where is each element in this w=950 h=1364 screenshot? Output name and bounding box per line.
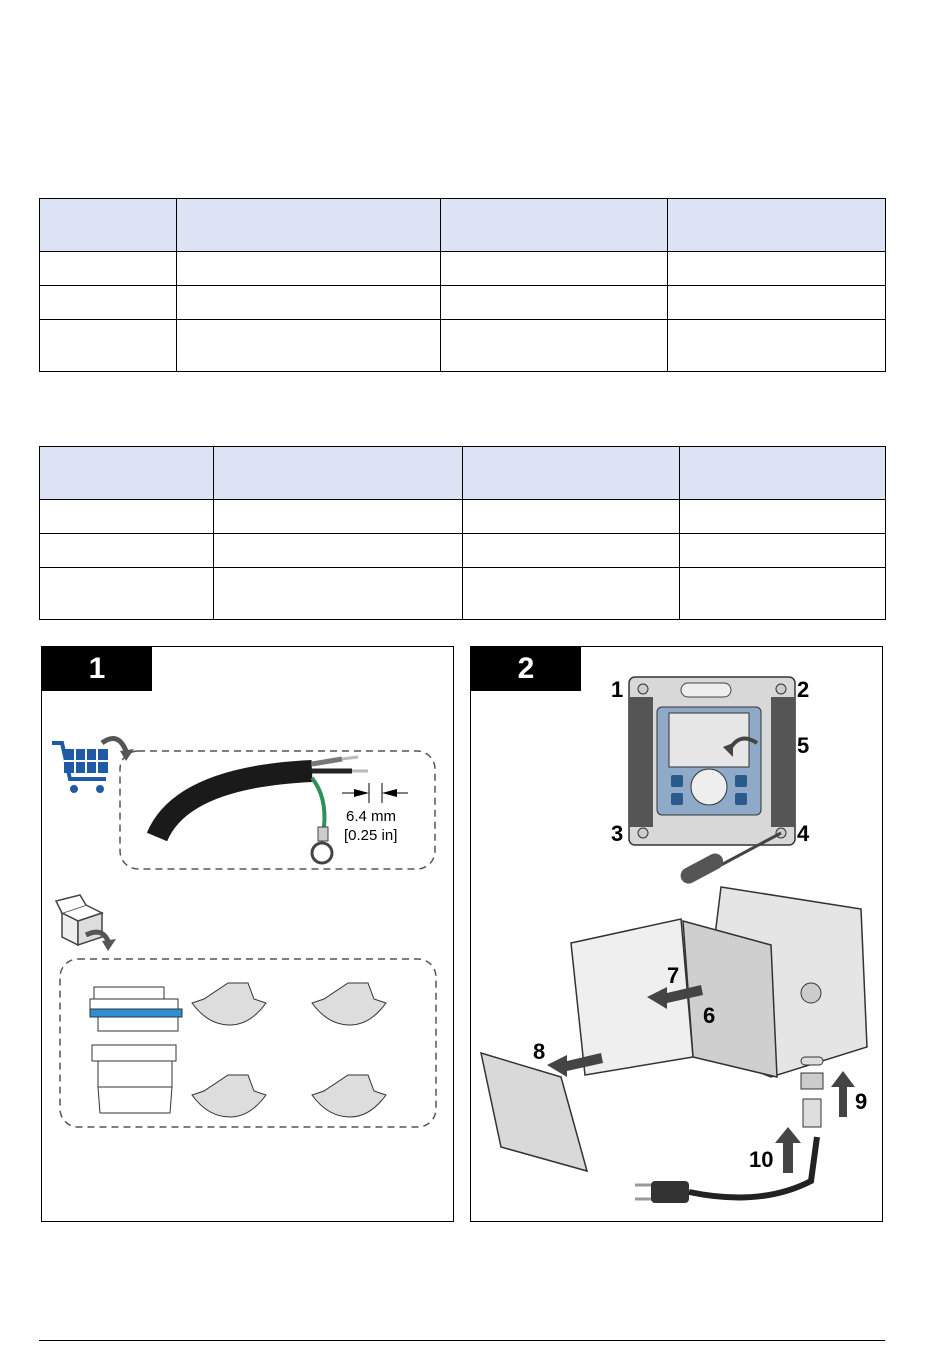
table-row: [40, 320, 886, 372]
table-header-cell: [40, 447, 214, 500]
step-number-badge: 2: [471, 647, 581, 691]
figure-panel-2: [470, 646, 883, 1222]
footer-rule: [39, 1340, 885, 1341]
table-header-cell: [680, 447, 886, 500]
table-row: [40, 568, 886, 620]
power-cable: [157, 771, 312, 837]
callout-8: 8: [533, 1039, 546, 1064]
terminal-cover: [481, 1053, 587, 1171]
callout-4: 4: [797, 821, 810, 846]
dimension-in-label: [0.25 in]: [344, 827, 398, 844]
cable-gland: [90, 987, 182, 1113]
table-row: [40, 500, 886, 534]
table-row: [40, 286, 886, 320]
controller-front: [629, 677, 795, 845]
enclosure-open: [571, 887, 867, 1127]
box-icon: [56, 895, 102, 945]
table-header-cell: [441, 199, 668, 252]
spec-table-2: [39, 446, 886, 620]
table-header-cell: [177, 199, 441, 252]
dimension-mm-label: 6.4 mm: [346, 808, 397, 825]
cart-icon: [52, 743, 108, 793]
figure-panel-1: [41, 646, 454, 1222]
callout-1: 1: [611, 677, 624, 702]
table-header-row: [40, 447, 886, 500]
installation-illustration: [471, 647, 882, 1221]
table-header-cell: [463, 447, 680, 500]
callout-7: 7: [667, 963, 680, 988]
parts-illustration: [42, 647, 453, 1221]
callout-6: 6: [703, 1003, 716, 1028]
sealing-plug: [192, 983, 386, 1117]
callout-9: 9: [855, 1089, 868, 1114]
callout-10: 10: [749, 1147, 774, 1172]
table-row: [40, 534, 886, 568]
table-header-row: [40, 199, 886, 252]
plug-icon: [635, 1181, 689, 1203]
spec-table-1: [39, 198, 886, 372]
table-header-cell: [214, 447, 463, 500]
callout-3: 3: [611, 821, 624, 846]
table-header-cell: [668, 199, 886, 252]
callout-5: 5: [797, 733, 810, 758]
table-row: [40, 252, 886, 286]
step-number-badge: 1: [42, 647, 152, 691]
callout-2: 2: [797, 677, 810, 702]
table-header-cell: [40, 199, 177, 252]
